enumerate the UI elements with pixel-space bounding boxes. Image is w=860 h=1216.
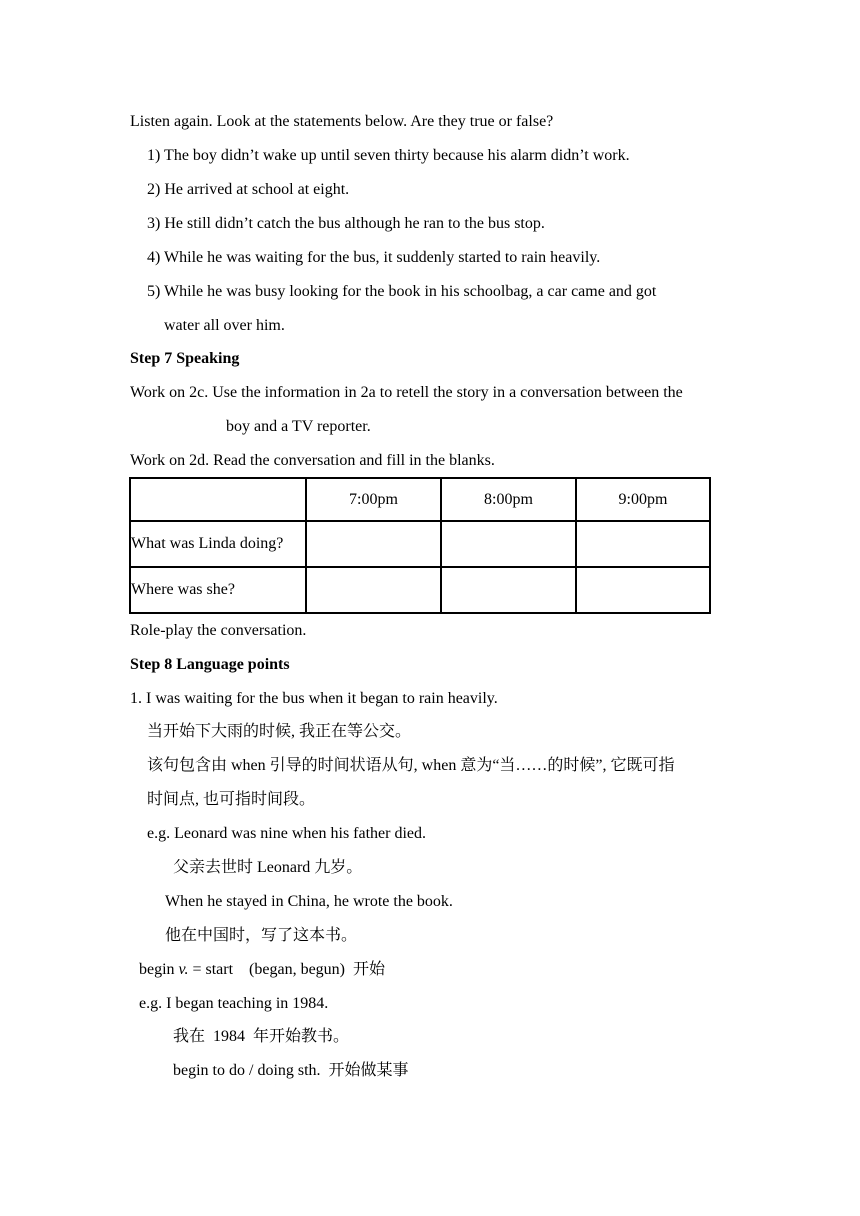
phrase-begin-to-do: begin to do / doing sth. 开始做某事 — [173, 1062, 409, 1079]
language-point-1: 1. I was waiting for the bus when it began to rain heavily. — [130, 690, 498, 707]
example-1: e.g. Leonard was nine when his father died. — [147, 825, 427, 842]
step7-instruction-1-continued: boy and a TV reporter. — [226, 418, 371, 435]
table-header-cell: 8:00pm — [441, 478, 576, 521]
example-2: When he stayed in China, he wrote the book. — [165, 893, 453, 910]
example-3: e.g. I began teaching in 1984. — [139, 995, 329, 1012]
explanation-line-1: 该句包含由 when 引导的时间状语从句, when 意为“当……的时候”, 它既可指 — [147, 757, 675, 774]
table-row — [130, 567, 710, 613]
example-3-translation: 我在 1984 年开始教书。 — [173, 1028, 350, 1045]
table-row — [130, 521, 710, 567]
step7-heading: Step 7 Speaking — [130, 350, 240, 367]
table-cell — [576, 567, 710, 613]
example-1-translation: 父亲去世时 Leonard 九岁。 — [173, 859, 363, 876]
explanation-line-2: 时间点, 也可指时间段。 — [147, 791, 316, 808]
step7-instruction-1: Work on 2c. Use the information in 2a to retell the story in a conversation between the — [130, 384, 683, 401]
part-of-speech: v. — [178, 961, 189, 978]
statement-3: 3) He still didn’t catch the bus although he ran to the bus stop. — [147, 215, 545, 232]
step8-heading: Step 8 Language points — [130, 656, 290, 673]
fill-in-table — [129, 477, 711, 614]
table-row-label: What was Linda doing? — [130, 521, 306, 567]
statement-4: 4) While he was waiting for the bus, it suddenly started to rain heavily. — [147, 249, 601, 266]
table-cell — [306, 521, 441, 567]
table-header-row — [130, 478, 710, 521]
listen-intro: Listen again. Look at the statements below. Are they true or false? — [130, 113, 554, 130]
table-header-cell: 7:00pm — [306, 478, 441, 521]
statement-5-continued: water all over him. — [164, 317, 285, 334]
table-cell — [306, 567, 441, 613]
table-cell — [576, 521, 710, 567]
table-cell — [441, 567, 576, 613]
vocab-word: begin — [139, 961, 179, 978]
roleplay-instruction: Role-play the conversation. — [130, 622, 307, 639]
vocab-begin — [139, 960, 385, 980]
table-header-cell — [130, 478, 306, 521]
statement-1: 1) The boy didn’t wake up until seven thirty because his alarm didn’t work. — [147, 147, 630, 164]
statement-5: 5) While he was busy looking for the book in his schoolbag, a car came and got — [147, 283, 657, 300]
table-header-cell: 9:00pm — [576, 478, 710, 521]
vocab-definition: = start (began, begun) 开始 — [188, 961, 386, 978]
statement-2: 2) He arrived at school at eight. — [147, 181, 350, 198]
language-point-1-translation: 当开始下大雨的时候, 我正在等公交。 — [147, 723, 412, 740]
table-row-label: Where was she? — [130, 567, 306, 613]
table-cell — [441, 521, 576, 567]
example-2-translation: 他在中国时，写了这本书。 — [165, 927, 358, 944]
step7-instruction-2: Work on 2d. Read the conversation and fill in the blanks. — [130, 452, 495, 469]
